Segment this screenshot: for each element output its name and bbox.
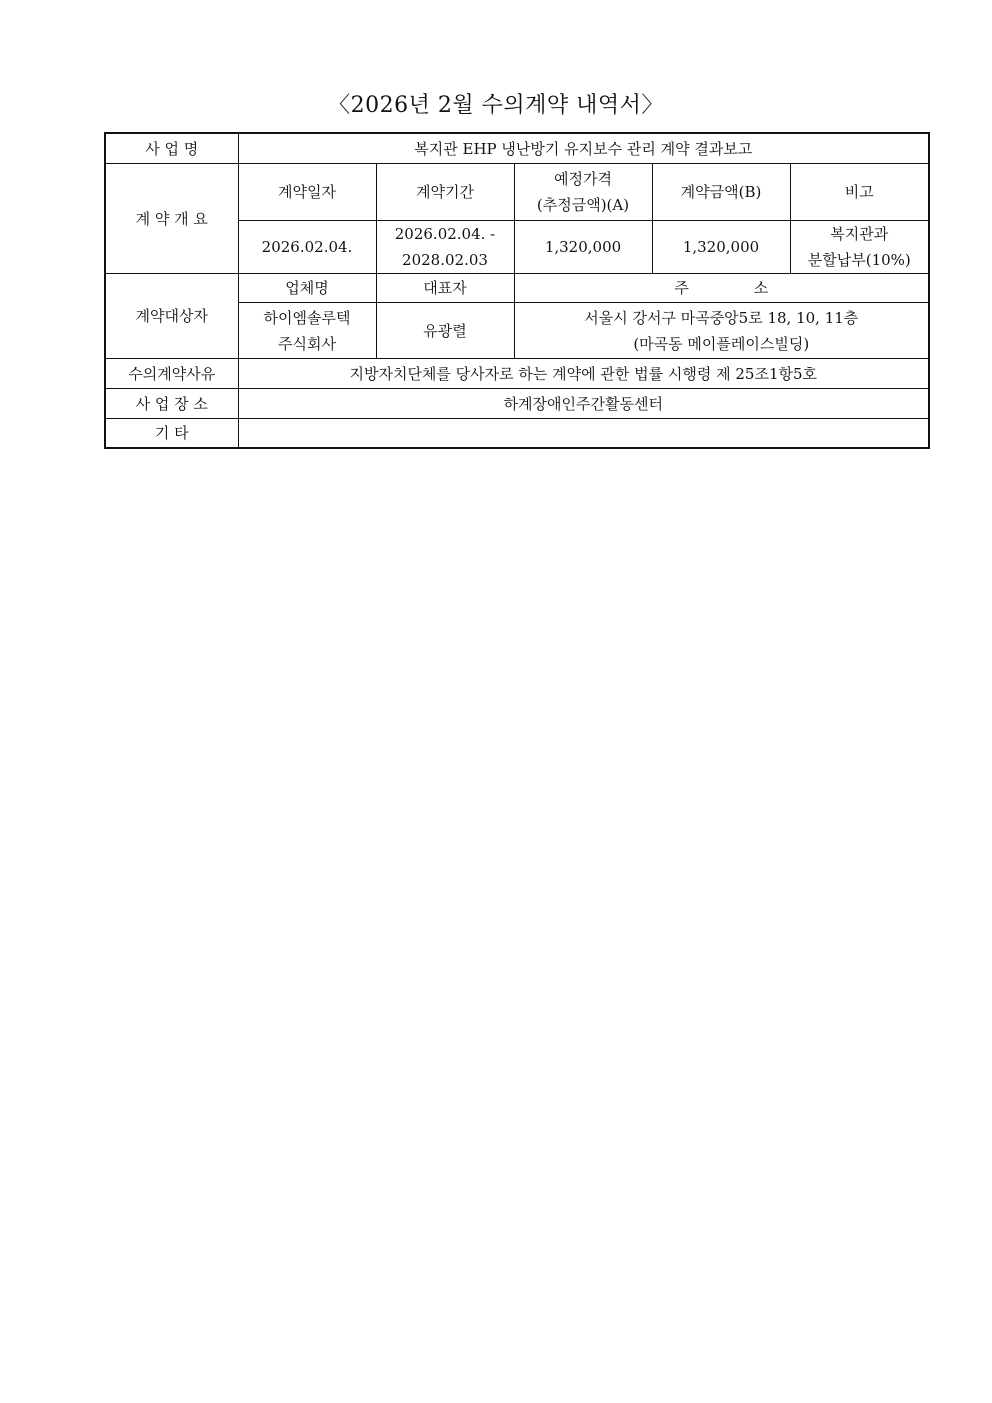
project-label: 사 업 명 — [105, 133, 238, 164]
note-line1: 복지관과 — [830, 225, 889, 243]
company-name-line2: 주식회사 — [278, 334, 336, 353]
note-value — [790, 221, 929, 274]
reason-row — [105, 359, 929, 389]
project-value: 복지관 EHP 냉난방기 유지보수 관리 계약 결과보고 — [238, 133, 929, 164]
representative-header: 대표자 — [376, 274, 514, 303]
estimated-price-header-line1: 예정가격 — [554, 170, 612, 188]
site-label: 사 업 장 소 — [105, 389, 238, 419]
note-header: 비고 — [790, 164, 929, 221]
contract-period-value — [376, 221, 514, 274]
estimated-price-header-line2: (추정금액)(A) — [536, 196, 630, 214]
contract-amount-value: 1,320,000 — [652, 221, 790, 274]
period-end: 2028.02.03 — [402, 251, 488, 269]
company-name-header: 업체명 — [238, 274, 376, 303]
estimated-price-value: 1,320,000 — [514, 221, 652, 274]
contract-table — [104, 132, 930, 449]
period-start: 2026.02.04. - — [394, 225, 496, 243]
representative-value: 유광렬 — [376, 303, 514, 359]
reason-label: 수의계약사유 — [105, 359, 238, 389]
other-value — [238, 419, 929, 449]
counterparty-label: 계약대상자 — [105, 274, 238, 359]
address-line2: (마곡동 메이플레이스빌딩) — [633, 334, 810, 353]
address-value — [514, 303, 929, 359]
note-line2: 분할납부(10%) — [807, 251, 911, 269]
other-label: 기 타 — [105, 419, 238, 449]
contract-period-header: 계약기간 — [376, 164, 514, 221]
site-value: 하계장애인주간활동센터 — [238, 389, 929, 419]
project-row — [105, 133, 929, 164]
site-row — [105, 389, 929, 419]
contract-date-value: 2026.02.04. — [238, 221, 376, 274]
company-name-value — [238, 303, 376, 359]
address-line1: 서울시 강서구 마곡중앙5로 18, 10, 11층 — [584, 308, 859, 327]
other-row — [105, 419, 929, 449]
contract-date-header: 계약일자 — [238, 164, 376, 221]
counterparty-header-row — [105, 274, 929, 303]
address-header: 주 소 — [514, 274, 929, 303]
company-name-line1: 하이엠솔루텍 — [263, 308, 351, 327]
overview-label: 계 약 개 요 — [105, 164, 238, 274]
contract-amount-header: 계약금액(B) — [652, 164, 790, 221]
document-title: 〈2026년 2월 수의계약 내역서〉 — [328, 93, 664, 118]
overview-header-row — [105, 164, 929, 221]
estimated-price-header — [514, 164, 652, 221]
reason-value: 지방자치단체를 당사자로 하는 계약에 관한 법률 시행령 제 25조1항5호 — [238, 359, 929, 389]
